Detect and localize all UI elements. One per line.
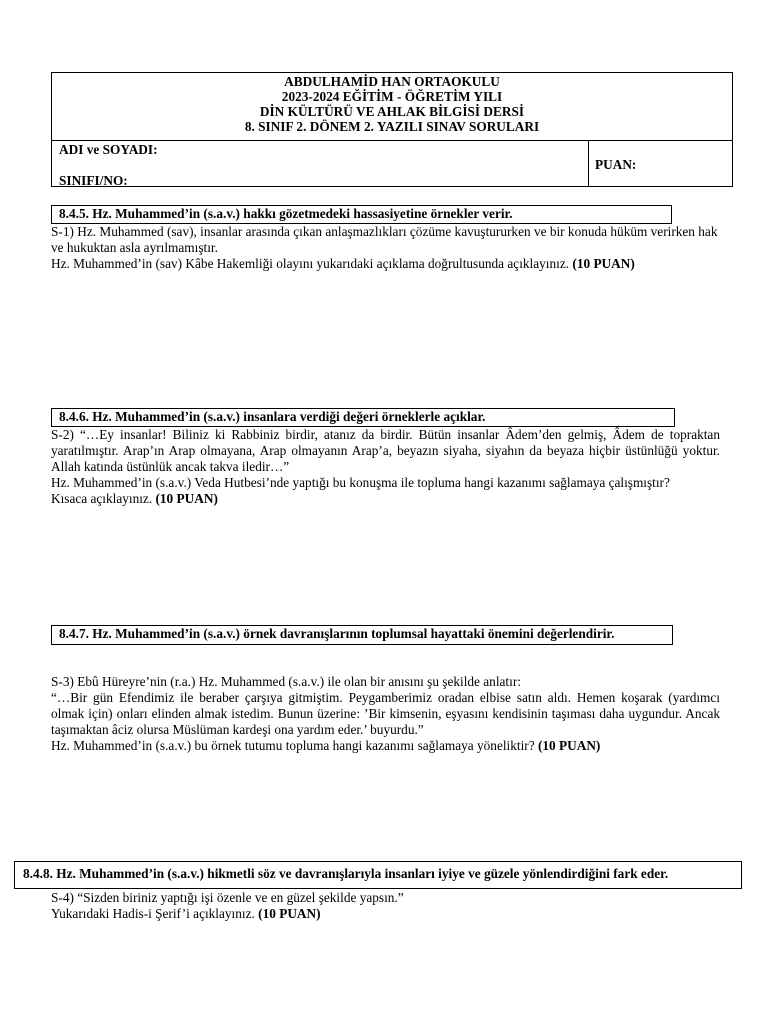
learning-outcome-3 <box>51 625 673 645</box>
question-1 <box>51 224 720 272</box>
points-label: (10 PUAN) <box>258 906 321 921</box>
question-quote: “…Bir gün Efendimiz ile beraber çarşıya gitmiştim. Peygamberimiz oradan elbise satın aldı. Hemen koşarak (yardımcı olmak için) onları elinden almak istedim. Bunun üzerine: ’Bir kimsenin, eşyasını kendisinin taşıması daha uygundur. Ancak taşımaktan âciz olursa Müslüman kardeşi ona yardım eder.’ buyurdu.” <box>51 690 720 737</box>
outcome-text: 8.4.7. Hz. Muhammed’in (s.a.v.) örnek davranışlarının toplumsal hayattaki önemini değerlendirir. <box>59 626 615 641</box>
question-intro: S-3) Ebû Hüreyre’nin (r.a.) Hz. Muhammed (s.a.v.) ile olan bir anısını şu şekilde anlatır: <box>51 674 521 689</box>
student-info-cell[interactable] <box>52 141 589 187</box>
question-text: Hz. Muhammed’in (s.a.v.) Veda Hutbesi’nde yaptığı bu konuşma ile topluma hangi kazanımı sağlamaya çalışmıştır? <box>51 475 670 490</box>
outcome-text: 8.4.8. Hz. Muhammed’in (s.a.v.) hikmetli söz ve davranışlarıyla insanları iyiye ve güzele yönlendirdiğini fark eder. <box>23 866 669 881</box>
exam-name: 8. SINIF 2. DÖNEM 2. YAZILI SINAV SORULARI <box>244 119 540 134</box>
question-3 <box>51 674 720 754</box>
outcome-text: 8.4.5. Hz. Muhammed’in (s.a.v.) hakkı gözetmedeki hassasiyetine örnekler verir. <box>59 206 513 221</box>
class-number-label: SINIFI/NO: <box>59 173 128 188</box>
school-year: 2023-2024 EĞİTİM - ÖĞRETİM YILI <box>281 89 503 104</box>
exam-title-block <box>52 73 732 141</box>
question-prompt: Kısaca açıklayınız. (10 PUAN) <box>51 491 218 506</box>
question-text: S-4) “Sizden biriniz yaptığı işi özenle ve en güzel şekilde yapsın.” <box>51 890 404 905</box>
exam-header-table <box>51 72 733 187</box>
score-label: PUAN: <box>595 157 637 172</box>
question-text: S-1) Hz. Muhammed (sav), insanlar arasında çıkan anlaşmazlıkları çözüme kavuştururken ve bir konuda hüküm verirken hak ve hukuktan asla ayrılmamıştır. <box>51 224 718 255</box>
name-label: ADI ve SOYADI: <box>59 142 158 157</box>
score-cell[interactable] <box>589 141 733 187</box>
question-4 <box>51 890 720 922</box>
points-label: (10 PUAN) <box>572 256 635 271</box>
learning-outcome-1 <box>51 205 672 224</box>
question-prompt: Hz. Muhammed’in (sav) Kâbe Hakemliği olayını yukarıdaki açıklama doğrultusunda açıklayınız. (10 PUAN) <box>51 256 635 271</box>
learning-outcome-2 <box>51 408 675 427</box>
points-label: (10 PUAN) <box>537 738 601 753</box>
school-name: ABDULHAMİD HAN ORTAOKULU <box>284 74 500 89</box>
course-name: DİN KÜLTÜRÜ VE AHLAK BİLGİSİ DERSİ <box>259 104 525 119</box>
question-quote: S-2) “…Ey insanlar! Biliniz ki Rabbiniz birdir, atanız da birdir. Bütün insanlar Âdem’den gelmiş, Âdem de topraktan yaratılmıştır. Arap’ın Arap olmayana, Arap olmayanın Arap’a, beyazın siyaha, siyahın da beyaza hiçbir üstünlüğü yoktur. Allah katında üstünlük ancak takva iledir…” <box>51 427 720 474</box>
outcome-text: 8.4.6. Hz. Muhammed’in (s.a.v.) insanlara verdiği değeri örneklerle açıklar. <box>59 409 486 424</box>
question-prompt: Hz. Muhammed’in (s.a.v.) bu örnek tutumu topluma hangi kazanımı sağlamaya yöneliktir? (10 PUAN) <box>51 738 601 753</box>
question-prompt: Yukarıdaki Hadis-i Şerif’i açıklayınız. (10 PUAN) <box>51 906 321 921</box>
learning-outcome-4 <box>14 861 742 889</box>
points-label: (10 PUAN) <box>155 491 218 506</box>
question-2 <box>51 427 720 507</box>
